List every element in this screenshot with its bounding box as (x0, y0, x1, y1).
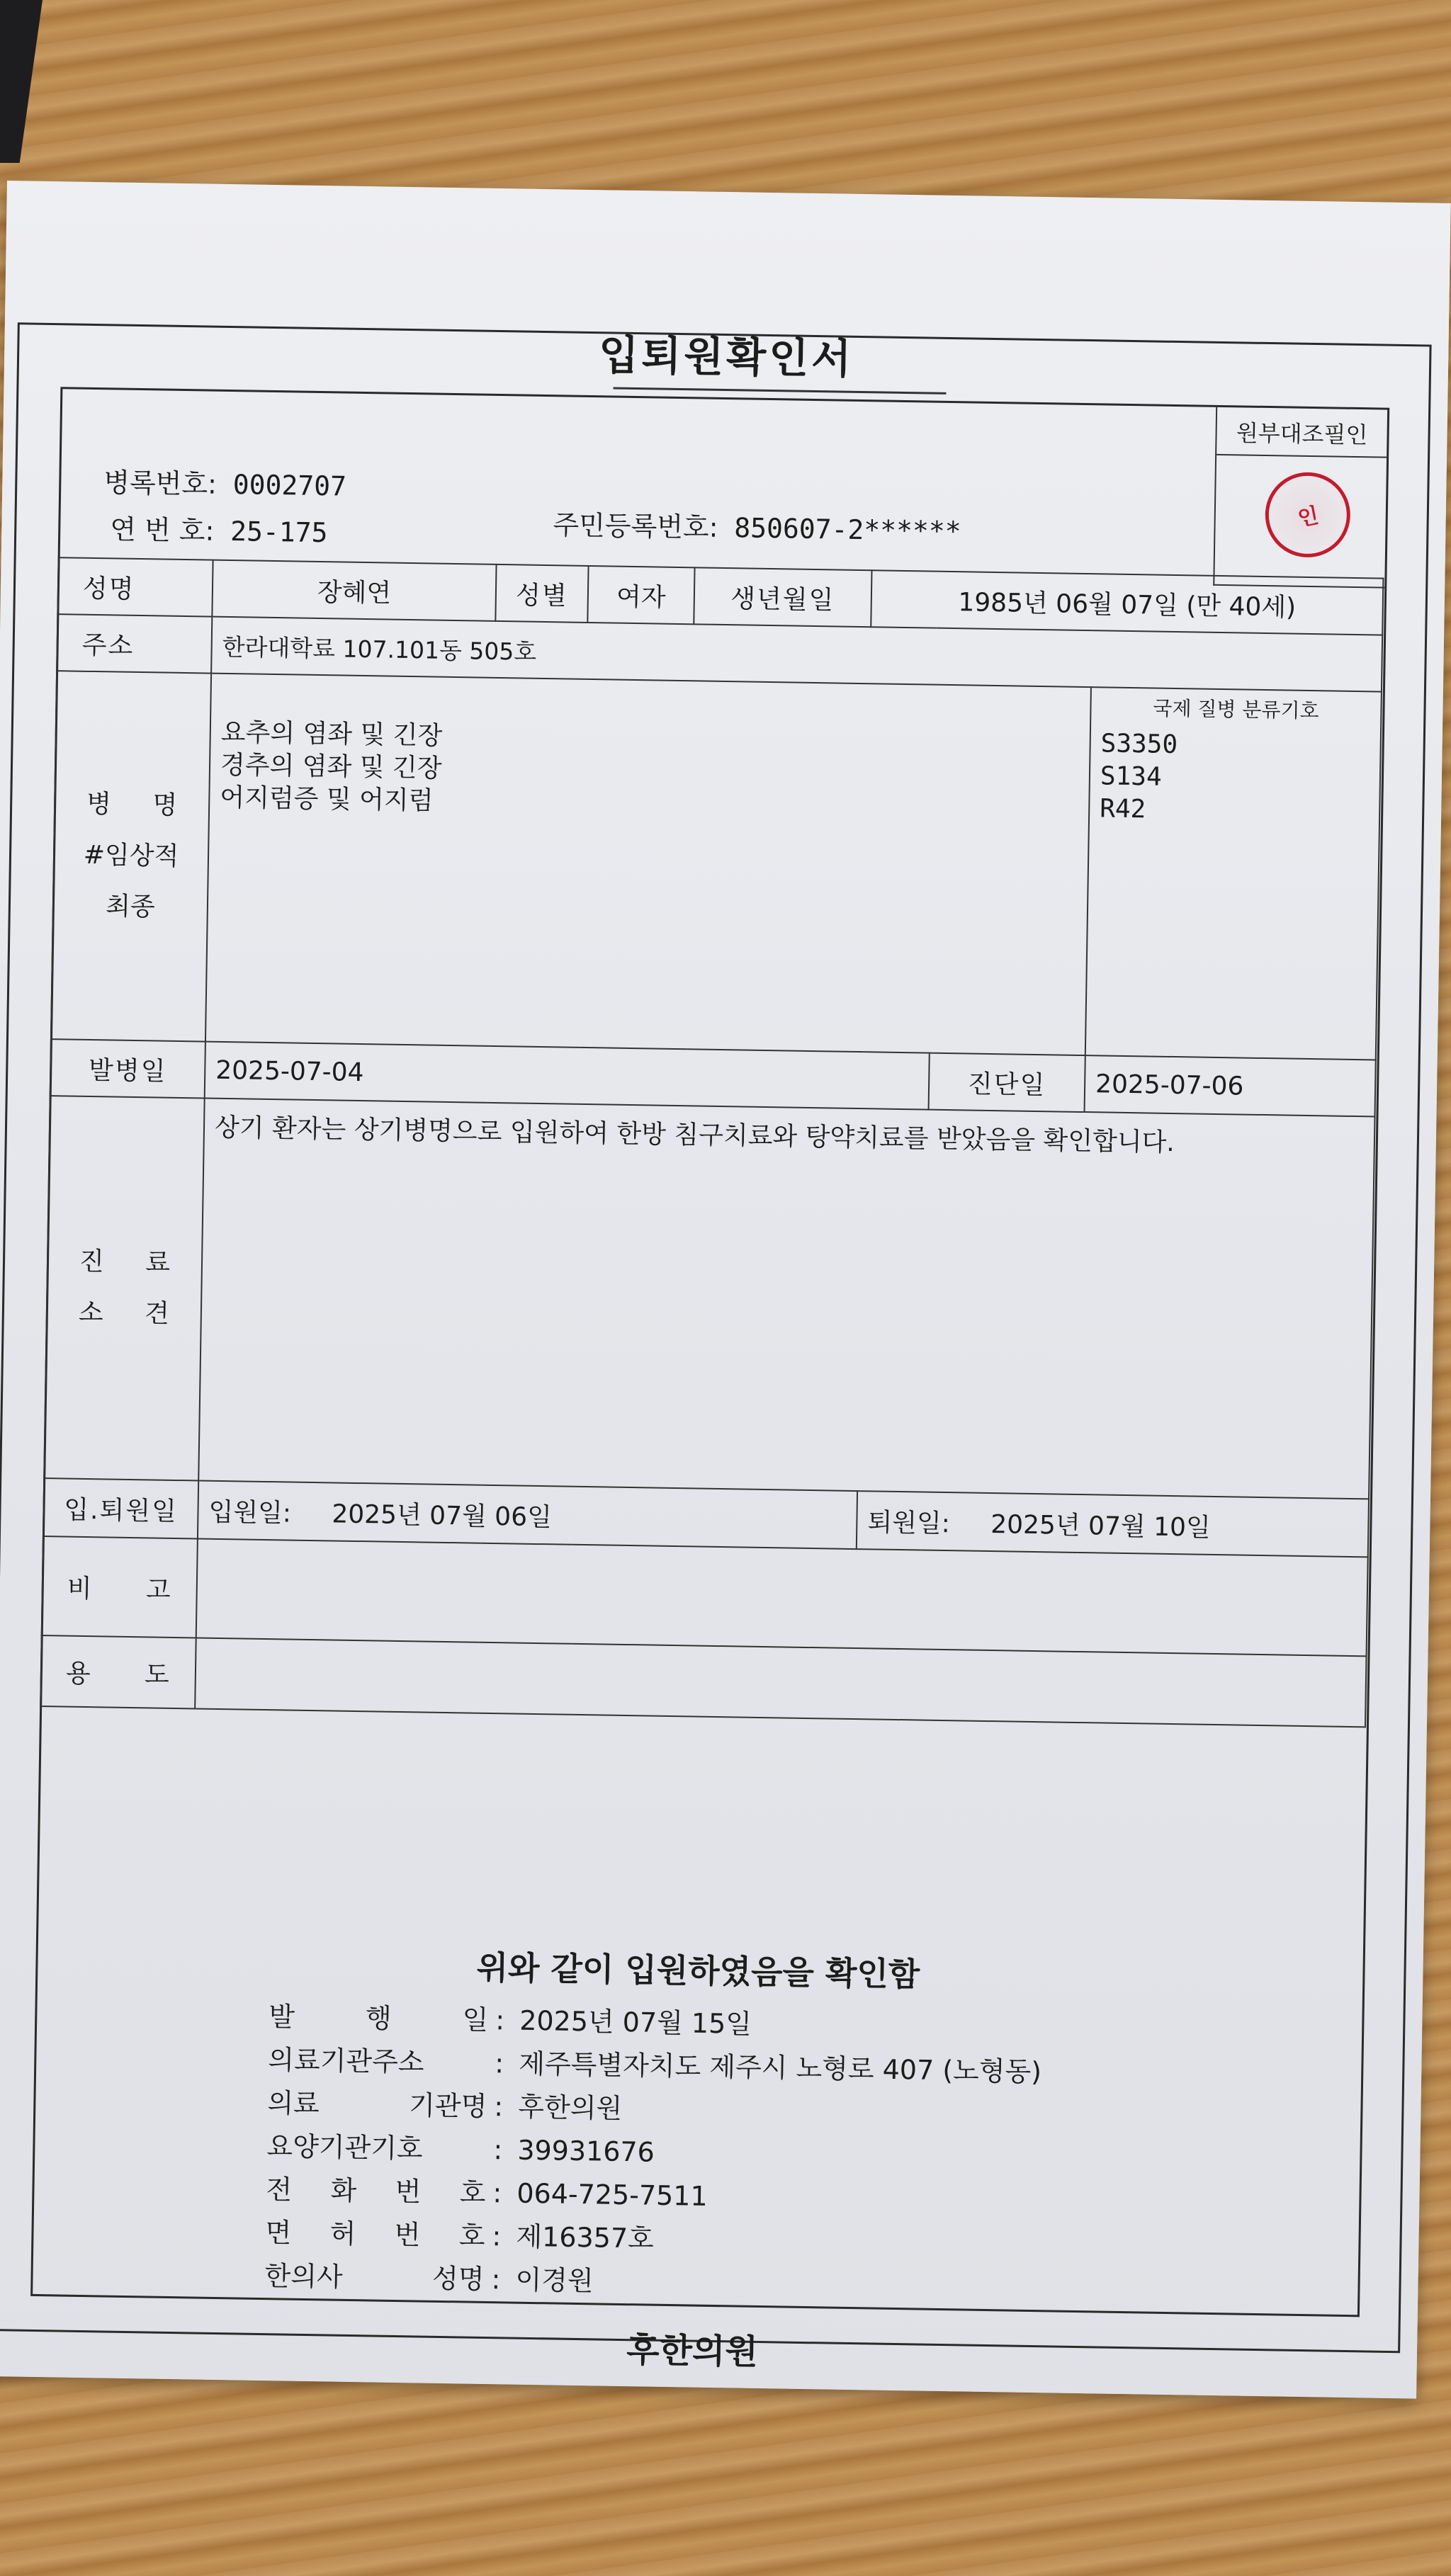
opinion-row (44, 1096, 1374, 1499)
serial-number (110, 507, 328, 550)
doctor-name-label: 한의사 성명 (264, 2260, 485, 2295)
icd-code: R42 (1099, 794, 1146, 824)
phone-label: 전 화 번 호 (266, 2174, 486, 2208)
institution-code-value: 39931676 (517, 2134, 655, 2168)
icd-codes-cell (1085, 687, 1382, 1060)
serial-number-value: 25-175 (230, 516, 328, 549)
resident-number-value: 850607-2****** (734, 512, 961, 547)
diagnosis-label-line2: #임상적 (83, 840, 179, 871)
issue-date-value: 2025년 07월 15일 (519, 2004, 752, 2040)
seal-box (1213, 407, 1387, 589)
birth-label: 생년월일 (694, 567, 871, 627)
discharge-label: 퇴원일: (867, 1507, 951, 1538)
diagnosis-label (51, 671, 211, 1041)
discharge-date-cell (857, 1491, 1369, 1557)
diagnosis-row (51, 671, 1382, 1060)
discharge-date: 2025년 07월 10일 (990, 1509, 1212, 1543)
issuer-section (30, 1931, 1361, 2373)
info-table (40, 557, 1384, 1727)
diagnosis-name: 요추의 염좌 및 긴장 (220, 717, 443, 751)
diagnosis-name: 어지럼증 및 어지럼 (220, 783, 434, 816)
sex-value: 여자 (587, 566, 694, 624)
seal-box-label: 원부대조필인 (1216, 412, 1387, 458)
opinion-label (44, 1096, 204, 1480)
onset-label: 발병일 (50, 1039, 205, 1098)
red-seal-stamp: 인 (1258, 465, 1357, 564)
admit-date: 2025년 07월 06일 (332, 1499, 553, 1532)
record-number-value: 0002707 (232, 469, 347, 502)
resident-number-label: 주민등록번호: (553, 509, 718, 543)
institution-address-label: 의료기관주소 (268, 2044, 424, 2078)
address-value: 한라대학료 107.101동 505호 (211, 617, 1382, 692)
opinion-label-line1: 진 료 (79, 1247, 171, 1278)
issuer-info-row: 면 허 번 호 : 제16357호 (265, 2211, 1039, 2266)
license-value: 제16357호 (516, 2220, 655, 2254)
purpose-label: 용 도 (40, 1635, 196, 1708)
institution-address-value: 제주특별자치도 제주시 노형로 407 (노형동) (518, 2048, 1042, 2088)
issuer-info-row: 전 화 번 호 : 064-725-7511 (266, 2168, 1040, 2223)
issue-date-label: 발 행 일 (268, 2001, 489, 2036)
issuer-info (264, 1995, 1042, 2310)
opinion-text: 상기 환자는 상기병명으로 입원하여 한방 침구치료와 탕약치료를 받았음을 확인합니다. (198, 1099, 1374, 1499)
diagnosis-label-line1: 병 명 (86, 789, 178, 820)
admission-date-cell (198, 1480, 857, 1549)
diagnosis-date: 2025-07-06 (1085, 1055, 1376, 1116)
record-number-label: 병록번호: (103, 467, 218, 500)
issuer-info-row: 의료기관주소 : 제주특별자치도 제주시 노형로 407 (노형동) (268, 2038, 1042, 2094)
confirmation-statement: 위와 같이 입원하였음을 확인함 (476, 1948, 920, 1994)
icd-code: S3350 (1100, 729, 1178, 760)
remarks-label: 비 고 (42, 1536, 198, 1638)
onset-date: 2025-07-04 (205, 1042, 930, 1110)
institution-name-value: 후한의원 (518, 2091, 623, 2124)
name-label: 성명 (57, 557, 213, 616)
admit-label: 입원일: (208, 1497, 292, 1528)
diagnosis-date-label: 진단일 (929, 1053, 1085, 1112)
sex-label: 성별 (495, 564, 588, 623)
license-label: 면 허 번 호 (265, 2217, 485, 2252)
diagnosis-names (205, 674, 1091, 1055)
icd-code: S134 (1100, 761, 1162, 792)
institution-code-label: 요양기관기호 (266, 2130, 424, 2164)
document-title: 입퇴원확인서 (598, 331, 854, 383)
record-number (103, 460, 347, 503)
phone-value: 064-725-7511 (516, 2177, 708, 2212)
diagnosis-name: 경추의 염좌 및 긴장 (220, 750, 442, 783)
admission-label: 입.퇴원일 (43, 1478, 198, 1538)
diagnosis-label-line3: 최종 (105, 892, 156, 922)
resident-number (553, 503, 961, 548)
clinic-name: 후한의원 (626, 2330, 759, 2373)
issuer-info-row: 발 행 일 : 2025년 07월 15일 (269, 1995, 1043, 2050)
name-value: 장혜연 (212, 560, 496, 621)
document-sheet (0, 181, 1451, 2399)
serial-number-label: 연 번 호: (109, 514, 215, 547)
doctor-name-value: 이경원 (515, 2264, 594, 2297)
institution-name-label: 의료 기관명 (267, 2087, 487, 2122)
remarks-value (196, 1538, 1368, 1656)
address-label: 주소 (57, 614, 212, 673)
issuer-info-row: 한의사 성명 : 이경원 (264, 2254, 1039, 2310)
icd-title: 국제 질병 분류기호 (1153, 696, 1319, 723)
issuer-info-row: 요양기관기호 : 39931676 (266, 2125, 1041, 2180)
opinion-label-line2: 소 견 (78, 1298, 170, 1329)
issuer-info-row: 의료 기관명 : 후한의원 (267, 2082, 1041, 2137)
background-object (0, 0, 43, 163)
birth-value: 1985년 06월 07일 (만 40세) (871, 570, 1383, 635)
